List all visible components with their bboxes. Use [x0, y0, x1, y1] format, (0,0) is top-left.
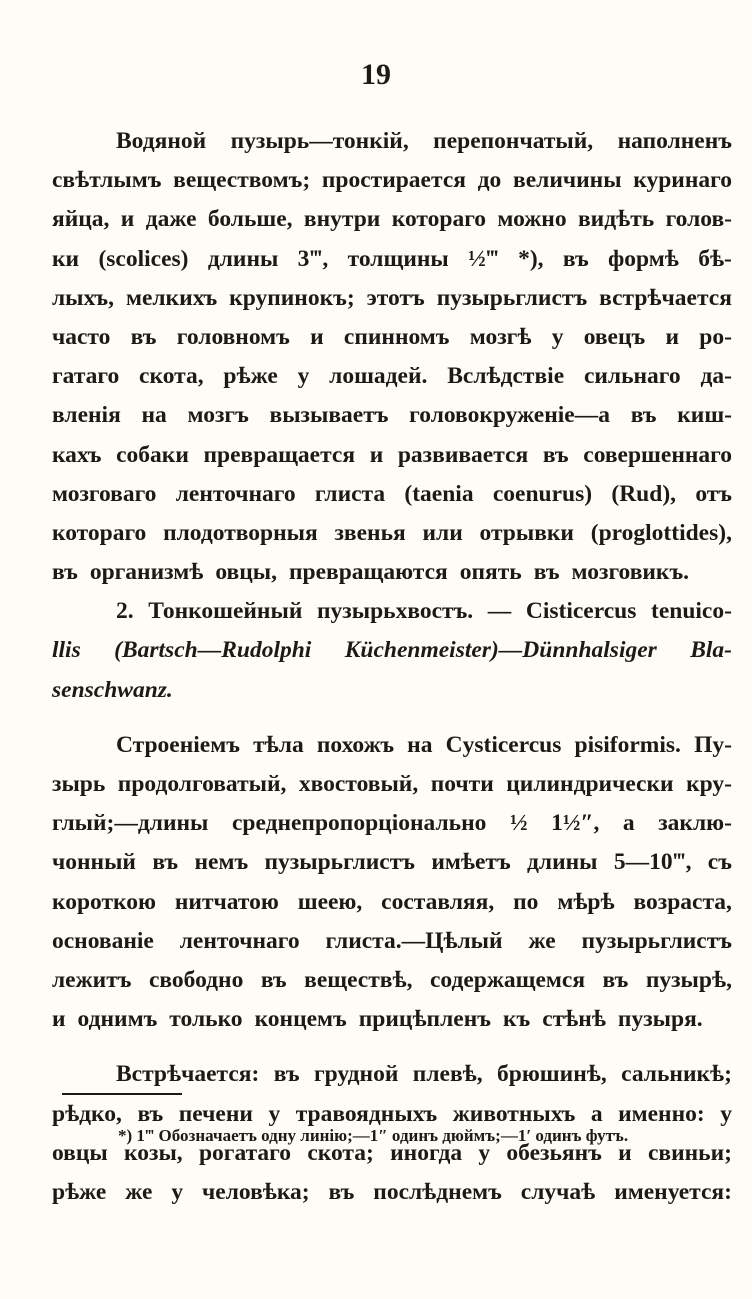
line-text: рѣже [52, 1178, 107, 1205]
word: Cisticercus [525, 598, 637, 625]
word: пузырьхвостъ. [316, 598, 474, 625]
word: спинномъ [343, 323, 450, 350]
word: внутри [303, 206, 381, 233]
word: пузырѣ, [645, 966, 732, 993]
word: пузыря. [617, 1006, 703, 1033]
word: заклю- [658, 810, 732, 837]
word: стѣнѣ [542, 1006, 606, 1033]
line-text: часто [52, 323, 111, 350]
line-text: въ [52, 559, 78, 586]
word: головокруженіе—а [409, 402, 610, 429]
word: а [622, 810, 635, 837]
word: въ [328, 1178, 355, 1205]
word: и [310, 323, 324, 350]
word: однимъ [77, 1006, 158, 1033]
word: же [528, 927, 556, 954]
word: пузырьглистъ [264, 849, 415, 876]
word: собаки [116, 441, 189, 468]
word: по [513, 888, 539, 915]
word: лошадей. [329, 363, 428, 390]
word: и [618, 1139, 632, 1166]
line-text: вленія [52, 402, 121, 429]
line-text: котораго [52, 519, 147, 546]
text-line [52, 514, 732, 553]
word: ленточнаго [179, 927, 300, 954]
word: киш- [677, 402, 732, 429]
text-line [52, 922, 732, 961]
word: человѣка; [202, 1178, 310, 1205]
text-line [52, 357, 732, 396]
word: обезьянъ [506, 1139, 602, 1166]
word: въ [273, 1061, 300, 1088]
word: (Rud), [611, 480, 677, 507]
text-line [52, 1055, 732, 1094]
line-text: senschwanz. [52, 676, 173, 703]
word: наполненъ [617, 128, 732, 154]
line-text: Водяной [116, 128, 207, 154]
line-text: мозговаго [52, 480, 157, 507]
text-line [52, 765, 732, 804]
word: Тонкошейный [148, 598, 303, 625]
word: (proglottides), [590, 519, 732, 546]
word: у [478, 1139, 491, 1166]
word: веществомъ; [173, 167, 311, 194]
word: Вслѣдствіе [447, 363, 565, 390]
word: организмѣ [89, 559, 204, 586]
word: печени [178, 1100, 253, 1127]
word: у [720, 1100, 732, 1127]
line-text: яйца, [52, 206, 110, 233]
line-text: гатаго [52, 363, 120, 390]
body-text [52, 122, 732, 1212]
word: рогатаго [198, 1139, 292, 1166]
text-line [52, 804, 732, 843]
word: coenurus) [492, 480, 593, 507]
word: или [422, 519, 463, 546]
text-line [52, 122, 732, 161]
word: мелкихъ [125, 284, 218, 311]
line-text: кахъ [52, 441, 102, 468]
line-text: чонный [52, 849, 136, 876]
word: (scolices) [98, 245, 189, 272]
word: въ [137, 1100, 164, 1127]
word: этотъ [366, 284, 425, 311]
word: у [268, 1100, 281, 1127]
word: послѣднемъ [373, 1178, 502, 1205]
word: грудной [313, 1061, 399, 1088]
text-line [52, 883, 732, 922]
word: (taenia [404, 480, 474, 507]
page-number: 19 [361, 58, 391, 91]
word: прицѣпленъ [358, 1006, 491, 1033]
word: овцы, [215, 559, 277, 586]
word: опять [459, 559, 522, 586]
word: въ [260, 966, 287, 993]
word: возраста, [633, 888, 732, 915]
word: только [169, 1006, 243, 1033]
word: тѣла [253, 731, 304, 758]
word: и [665, 323, 680, 350]
text-line [52, 318, 732, 357]
line-text: ки [52, 245, 80, 272]
word: въ [602, 966, 629, 993]
word: можно [497, 206, 567, 233]
word: именно: [618, 1100, 705, 1127]
text-line [52, 631, 732, 670]
word: — [487, 598, 512, 625]
word: превращается [203, 441, 356, 468]
word: въ [630, 402, 657, 429]
word: въ [533, 559, 560, 586]
word: ½ [509, 810, 528, 837]
word: отъ [695, 480, 732, 507]
word: Cysticercus [445, 731, 562, 758]
text-line [52, 843, 732, 882]
word: въ [152, 849, 179, 876]
line-text: рѣдко, [52, 1100, 122, 1127]
line-text: свѣтлымъ [52, 167, 162, 194]
word: 5—10‴, [613, 849, 692, 876]
line-text: зырь [52, 771, 106, 797]
line-text: овцы [52, 1139, 108, 1166]
word: среднепропорціонально [231, 810, 487, 837]
text-line [52, 1173, 732, 1212]
line-text: основаніе [52, 927, 154, 954]
word: у [297, 363, 310, 390]
word: цилиндрически [506, 771, 674, 797]
word: почти [430, 771, 494, 797]
word: въ [542, 441, 569, 468]
word: травоядныхъ [295, 1100, 438, 1127]
word: съ [707, 849, 732, 876]
word: развивается [397, 441, 529, 468]
word: встрѣчается [599, 284, 732, 311]
word: а [590, 1100, 603, 1127]
word: похожъ [316, 731, 395, 758]
word: содержащемся [429, 966, 586, 993]
word: имѣетъ [431, 849, 511, 876]
text-line [52, 726, 732, 765]
word: бѣ- [698, 245, 732, 272]
line-text: лежитъ [52, 966, 132, 993]
word: ленточнаго [175, 480, 296, 507]
word: ро- [699, 323, 732, 350]
word: видѣть [577, 206, 655, 233]
word: и [120, 206, 135, 233]
word: котораго [391, 206, 487, 233]
word: перепончатый, [433, 128, 594, 154]
word: скота, [139, 363, 204, 390]
word: pisiformis. [574, 731, 681, 758]
word: свободно [148, 966, 244, 993]
word: рѣже [223, 363, 278, 390]
word: мѣрѣ [557, 888, 615, 915]
word: нитчатою [174, 888, 279, 915]
text-line [52, 279, 732, 318]
word: превращаются [288, 559, 448, 586]
word: совершеннаго [583, 441, 732, 468]
word: Пу- [694, 731, 732, 758]
word: овецъ [583, 323, 646, 350]
word: толщины [347, 245, 449, 272]
word: длины [527, 849, 598, 876]
word: кру- [686, 771, 732, 797]
word: скота; [307, 1139, 374, 1166]
word: въ [562, 245, 589, 272]
word: мозговикъ. [571, 559, 690, 586]
word: хвостовый, [298, 771, 419, 797]
word: мозгѣ [469, 323, 532, 350]
text-line [52, 436, 732, 475]
word: пузырь—тонкій, [230, 128, 409, 154]
text-line [52, 200, 732, 239]
text-line [52, 1000, 732, 1039]
word: куринаго [633, 167, 732, 194]
word: веществѣ, [304, 966, 413, 993]
word: плодотворныя [163, 519, 318, 546]
word: ½‴ [468, 245, 499, 272]
line-text: Строеніемъ [116, 731, 240, 758]
word: до [477, 167, 502, 194]
text-line [52, 553, 732, 592]
line-text: 2. [116, 598, 134, 625]
text-line [52, 240, 732, 279]
word: мозгъ [187, 402, 249, 429]
word: отрывки [479, 519, 574, 546]
word: глиста.—Цѣлый [325, 927, 503, 954]
footnote: *) 1‴ Обозначаетъ одну линію;—1″ одинъ дюймъ;—1′ одинъ футъ. [118, 1126, 629, 1145]
line-text: и [52, 1006, 66, 1033]
word: *), [518, 245, 544, 272]
word: животныхъ [452, 1100, 576, 1127]
line-text: Встрѣчается: [116, 1061, 260, 1088]
footnote-separator [62, 1093, 182, 1095]
word: (Bartsch—Rudolphi [114, 637, 312, 664]
word: сильнаго [583, 363, 681, 390]
word: иногда [390, 1139, 463, 1166]
word: брюшинѣ, [497, 1061, 607, 1088]
word: составляя, [381, 888, 495, 915]
word: больше, [207, 206, 293, 233]
text-line [52, 475, 732, 514]
word: пузырьглистъ [436, 284, 588, 311]
word: голов- [665, 206, 732, 233]
word: шеею, [297, 888, 363, 915]
word: случаѣ [520, 1178, 596, 1205]
word: концемъ [254, 1006, 347, 1033]
word: у [551, 323, 564, 350]
word: вызываетъ [269, 402, 389, 429]
word: плевѣ, [412, 1061, 483, 1088]
word: продолговатый, [117, 771, 287, 797]
word: Küchenmeister)—Dünnhalsiger [344, 637, 657, 664]
word: глиста [314, 480, 386, 507]
word: 3‴, [297, 245, 329, 272]
line-text: короткою [52, 888, 156, 915]
word: къ [502, 1006, 531, 1033]
line-text: лыхъ, [52, 284, 114, 311]
word: и [369, 441, 384, 468]
line-text: глый;—длины [52, 810, 209, 837]
section-heading-line [52, 592, 732, 631]
word: длины [207, 245, 279, 272]
line-text: llis [52, 637, 81, 664]
word: сальникѣ; [621, 1061, 732, 1088]
word: на [407, 731, 433, 758]
text-line [52, 161, 732, 200]
word: свиньи; [647, 1139, 732, 1166]
word: даже [145, 206, 197, 233]
word: немъ [194, 849, 249, 876]
word: да- [700, 363, 732, 390]
word: 1½″, [551, 810, 600, 837]
word: на [141, 402, 167, 429]
word: пузырьглистъ [581, 927, 732, 954]
word: въ [130, 323, 157, 350]
word: крупинокъ; [229, 284, 355, 311]
word: же [125, 1178, 153, 1205]
word: величины [513, 167, 622, 194]
word: простирается [321, 167, 466, 194]
word: tenuico- [651, 598, 732, 625]
word: именуется: [614, 1178, 732, 1205]
word: головномъ [176, 323, 290, 350]
word: формѣ [608, 245, 679, 272]
word: козы, [124, 1139, 183, 1166]
text-line [52, 671, 732, 710]
word: Bla- [690, 637, 732, 664]
text-line [52, 396, 732, 435]
word: звенья [334, 519, 406, 546]
text-line [52, 961, 732, 1000]
word: у [171, 1178, 184, 1205]
